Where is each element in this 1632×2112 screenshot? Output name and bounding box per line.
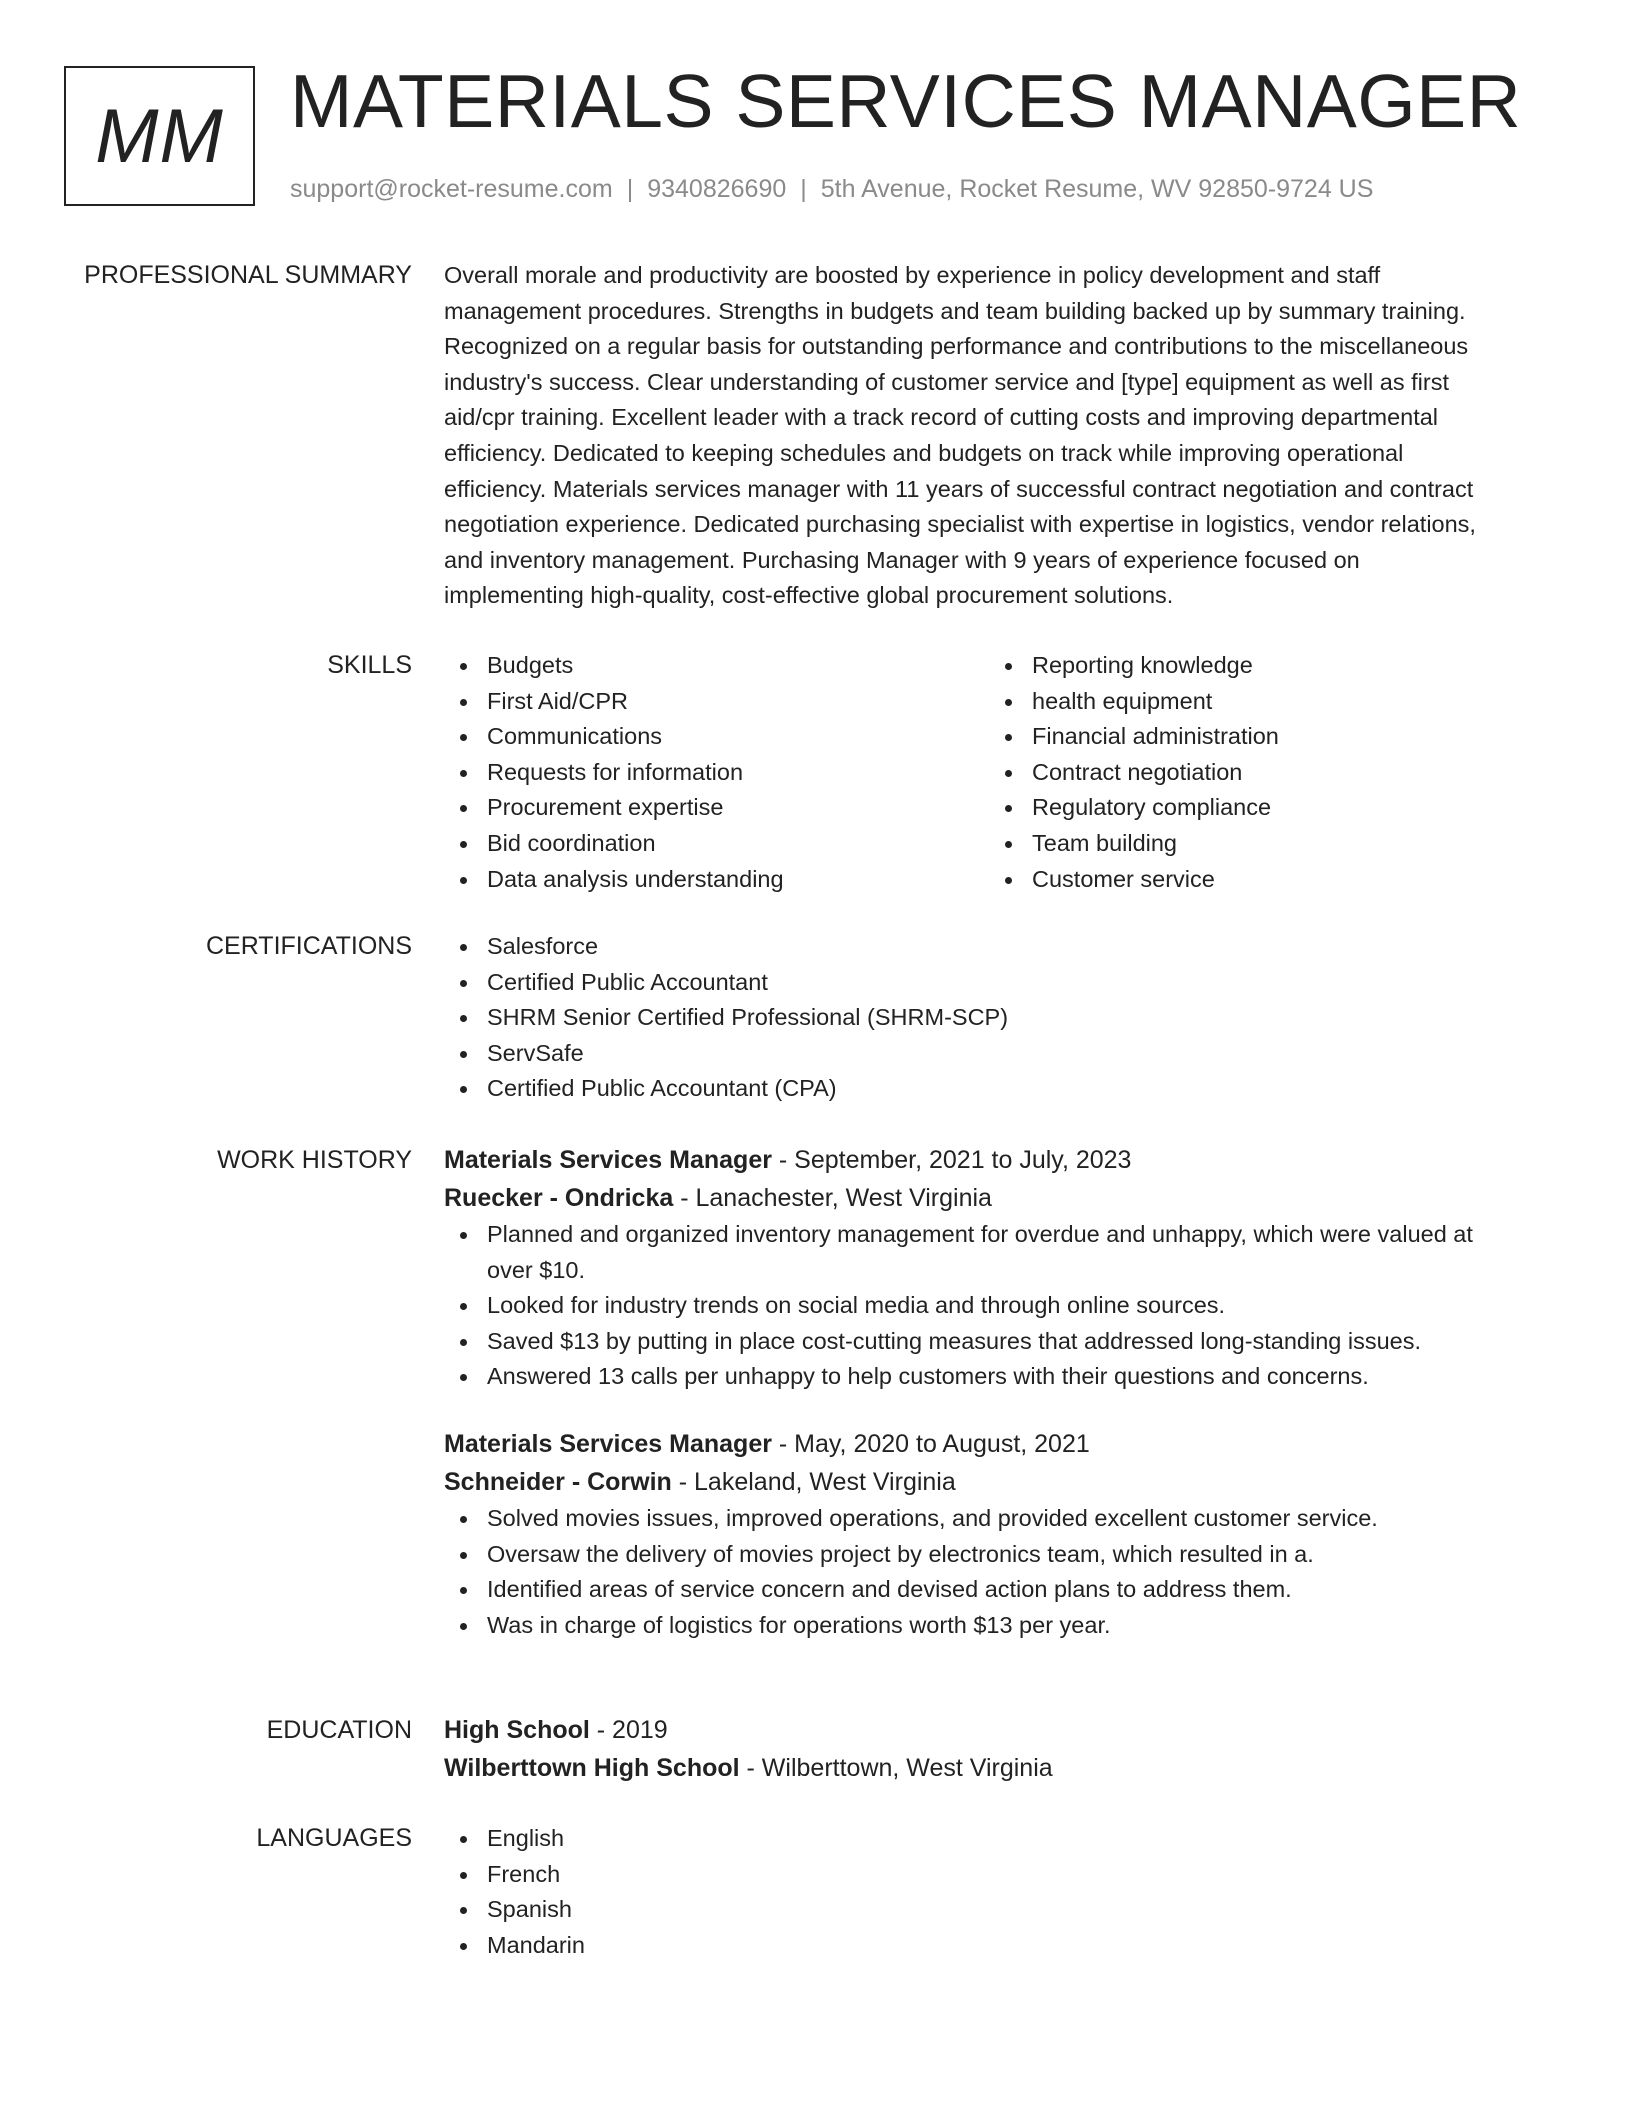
job-bullet-list	[444, 1501, 1564, 1643]
skills-list-left	[444, 648, 964, 897]
skill-item: health equipment	[989, 684, 1509, 720]
education-section	[444, 1711, 1564, 1787]
job-bullet: Saved $13 by putting in place cost-cutting measures that addressed long-standing issues.	[444, 1324, 1564, 1360]
languages-section	[444, 1821, 1564, 1963]
job-bullet	[444, 1217, 1564, 1288]
summary-line: negotiation experience. Dedicated purchasing specialist with expertise in logistics, vendor relations,	[444, 511, 1476, 538]
summary-line: industry's success. Clear understanding of customer service and [type] equipment as well as first	[444, 368, 1450, 395]
separator: |	[626, 175, 634, 203]
page-title: MATERIALS SERVICES MANAGER	[290, 59, 1522, 143]
address-text: 5th Avenue, Rocket Resume, WV 92850-9724 US	[820, 175, 1374, 203]
work-history-heading: WORK HISTORY	[217, 1146, 412, 1174]
skill-item: Regulatory compliance	[989, 790, 1509, 826]
certifications-heading: CERTIFICATIONS	[205, 932, 412, 960]
education-heading: EDUCATION	[266, 1716, 412, 1744]
skill-item: Contract negotiation	[989, 755, 1509, 791]
skills-heading: SKILLS	[327, 651, 412, 679]
language-item: French	[444, 1857, 1564, 1893]
job-title: Materials Services Manager	[444, 1146, 772, 1174]
job-bullet: Was in charge of logistics for operations worth $13 per year.	[444, 1608, 1564, 1644]
skill-item: Bid coordination	[444, 826, 964, 862]
education-degree: High School	[444, 1716, 590, 1744]
skills-list-right	[989, 648, 1509, 897]
work-history-section	[444, 1141, 1564, 1643]
skills-section	[444, 648, 1564, 908]
job-bullet-text: over $10.	[487, 1256, 585, 1283]
skill-item: Team building	[989, 826, 1509, 862]
summary-section	[444, 258, 1564, 614]
skill-item: Communications	[444, 719, 964, 755]
skill-item: Budgets	[444, 648, 964, 684]
summary-line: and inventory management. Purchasing Manager with 9 years of experience focused on	[444, 546, 1360, 573]
job-company: Ruecker - Ondricka	[444, 1184, 674, 1212]
skill-item: Financial administration	[989, 719, 1509, 755]
certification-item: Certified Public Accountant (CPA)	[444, 1071, 1564, 1107]
education-school-line	[444, 1749, 1564, 1787]
certification-item: Salesforce	[444, 929, 1564, 965]
job-bullet-text: Planned and organized inventory management for overdue and unhappy, which were valued at	[487, 1221, 1473, 1247]
job-dates: - May, 2020 to August, 2021	[771, 1429, 1090, 1458]
language-item: Spanish	[444, 1892, 1564, 1928]
job-bullet: Solved movies issues, improved operations, and provided excellent customer service.	[444, 1501, 1564, 1537]
summary-line: efficiency. Materials services manager with 11 years of successful contract negotiation and contract	[444, 475, 1474, 502]
languages-list	[444, 1821, 1564, 1963]
job-bullet: Looked for industry trends on social media and through online sources.	[444, 1288, 1564, 1324]
job-dates: - September, 2021 to July, 2023	[771, 1146, 1132, 1174]
job-bullet: Oversaw the delivery of movies project by electronics team, which resulted in a.	[444, 1537, 1564, 1573]
phone-text: 9340826690	[647, 175, 787, 203]
language-item: English	[444, 1821, 1564, 1857]
certification-item: Certified Public Accountant	[444, 965, 1564, 1001]
job-bullet: Answered 13 calls per unhappy to help customers with their questions and concerns.	[444, 1359, 1564, 1395]
certification-item: SHRM Senior Certified Professional (SHRM-SCP)	[444, 1000, 1564, 1036]
summary-line: implementing high-quality, cost-effective global procurement solutions.	[444, 582, 1174, 609]
education-degree-line	[444, 1711, 1564, 1749]
summary-line: Recognized on a regular basis for outstanding performance and contributions to the miscellaneous	[444, 333, 1469, 360]
skill-item: Reporting knowledge	[989, 648, 1509, 684]
certifications-section	[444, 929, 1564, 1107]
job-company: Schneider - Corwin	[444, 1467, 672, 1496]
summary-line: Overall morale and productivity are boosted by experience in policy development and staff	[444, 262, 1381, 288]
job-title-line	[444, 1425, 1564, 1463]
summary-line: efficiency. Dedicated to keeping schedules and budgets on track while improving operational	[444, 439, 1404, 466]
job-bullet: Identified areas of service concern and devised action plans to address them.	[444, 1572, 1564, 1608]
education-school: Wilberttown High School	[444, 1754, 740, 1782]
job-location: - Lanachester, West Virginia	[673, 1184, 992, 1212]
education-location: - Wilberttown, West Virginia	[739, 1754, 1053, 1782]
education-year: - 2019	[589, 1716, 668, 1744]
job-entry	[444, 1141, 1564, 1395]
summary-line: aid/cpr training. Excellent leader with a track record of cutting costs and improving departmental	[444, 404, 1439, 431]
email-text: support@rocket-resume.com	[290, 175, 613, 203]
contact-line	[290, 172, 1373, 206]
skill-item: Requests for information	[444, 755, 964, 791]
skill-item: Customer service	[989, 862, 1509, 898]
job-company-line	[444, 1463, 1564, 1501]
language-item: Mandarin	[444, 1928, 1564, 1964]
summary-line: management procedures. Strengths in budgets and team building backed up by summary training.	[444, 297, 1466, 324]
job-title: Materials Services Manager	[444, 1429, 772, 1458]
certifications-list	[444, 929, 1564, 1107]
separator: |	[800, 175, 807, 203]
skill-item: Data analysis understanding	[444, 862, 964, 898]
languages-heading: LANGUAGES	[256, 1824, 412, 1852]
summary-heading: PROFESSIONAL SUMMARY	[84, 261, 412, 289]
job-entry	[444, 1425, 1564, 1643]
job-title-line	[444, 1141, 1564, 1179]
job-company-line	[444, 1179, 1564, 1217]
certification-item: ServSafe	[444, 1036, 1564, 1072]
skill-item: Procurement expertise	[444, 790, 964, 826]
job-bullet-list	[444, 1217, 1564, 1395]
monogram-badge: MM	[64, 66, 255, 206]
skill-item: First Aid/CPR	[444, 684, 964, 720]
job-location: - Lakeland, West Virginia	[671, 1467, 956, 1496]
